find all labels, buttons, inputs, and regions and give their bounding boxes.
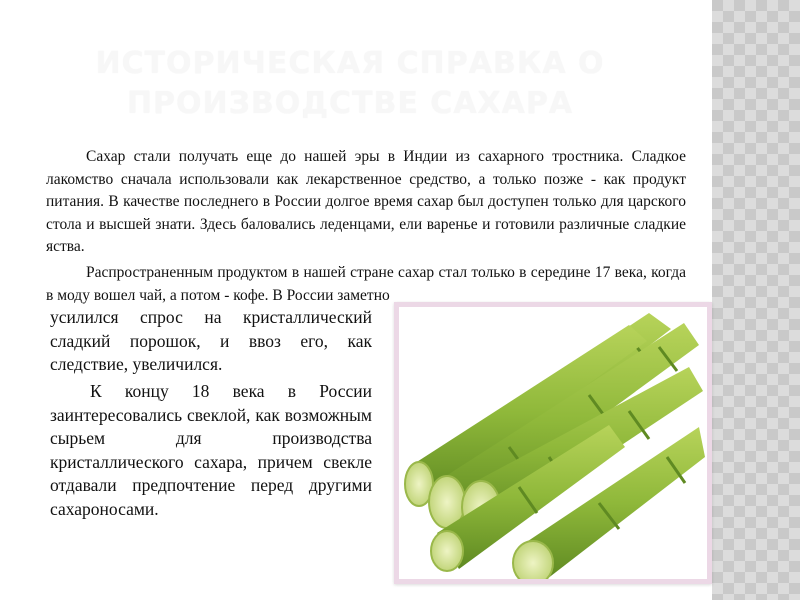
- decorative-side-strip: [712, 0, 800, 600]
- paragraph-history-intro: Сахар стали получать еще до нашей эры в Индии из сахарного тростника. Сладкое лакомство сначала использовали как лекарственное средство, а только позже - как продукт питания. В качестве последнего в России долгое время сахар был доступен только для царского стола и высшей знати. Здесь баловались леденцами, ели варенье и готовили различные сладкие яства.: [46, 148, 686, 255]
- paragraph-beet-interest: К концу 18 века в России заинтересовались свеклой, как возможным сырьем для производства кристаллического сахара, причем свекле отдавали предпочтение перед другими сахароносами.: [50, 381, 372, 519]
- sugarcane-illustration: [399, 307, 707, 579]
- sugarcane-photo: [394, 302, 712, 584]
- paragraph-demand-growth: усилился спрос на кристаллический сладкий порошок, и ввоз его, как следствие, увеличился.: [50, 307, 372, 375]
- paragraph-17th-century: Распространенным продуктом в нашей стране сахар стал только в середине 17 века, когда в моду вошел чай, а потом - кофе. В России заметно: [46, 264, 686, 304]
- slide-title: ИСТОРИЧЕСКАЯ СПРАВКА О ПРОИЗВОДСТВЕ САХАРА: [95, 46, 605, 121]
